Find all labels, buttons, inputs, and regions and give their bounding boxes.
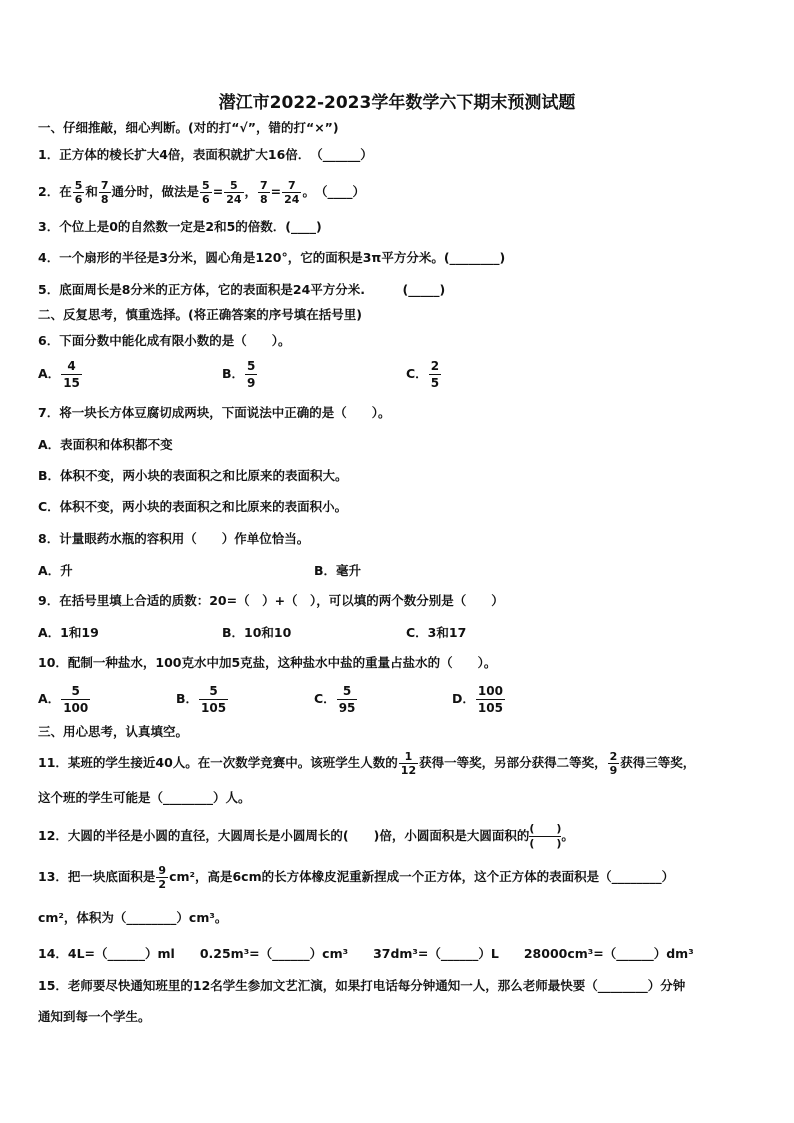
question-14: 14．4L=（______）ml 0.25m³=（______）cm³ 37dm³=（______）L 28000cm³=（______）dm³ (38, 946, 694, 961)
q2-text: 。 （____） (302, 184, 365, 199)
fraction (61, 683, 90, 716)
denominator: 6 (74, 193, 83, 206)
section-heading-2: 二、反复思考，慎重选择。(将正确答案的序号填在括号里) (38, 307, 362, 322)
section-heading-1: 一、仔细推敲，细心判断。(对的打“√”，错的打“×”) (38, 120, 339, 135)
denominator: 9 (609, 764, 618, 777)
numerator: 100 (477, 684, 503, 698)
fraction (476, 683, 505, 716)
page-title: 潜江市2022-2023学年数学六下期末预测试题 (218, 93, 576, 113)
question-3: 3．个位上是0的自然数一定是2和5的倍数．(____) (38, 219, 322, 234)
question-12 (38, 822, 574, 851)
q13-text: ，高是6cm的长方体橡皮泥重新捏成一个正方体，这个正方体的表面积是（________） (194, 869, 675, 884)
question-5: 5．底面周长是8分米的正方体，它的表面积是24平方分米. (_____) (38, 282, 446, 297)
option-6a (38, 358, 83, 391)
numerator: 5 (247, 359, 256, 373)
numerator: 7 (100, 179, 109, 192)
question-9: 9．在括号里填上合适的质数：20=（ ）+（ ），可以填的两个数分别是（ ） (38, 593, 504, 608)
option-9c: C．3和17 (406, 625, 467, 640)
numerator: 9 (158, 864, 167, 877)
fraction (399, 750, 418, 777)
option-7c: C．体积不变，两小块的表面积之和比原来的表面积小。 (38, 499, 348, 514)
option-7b: B．体积不变，两小块的表面积之和比原来的表面积大。 (38, 468, 348, 483)
fraction (99, 179, 111, 206)
question-13 (38, 864, 674, 891)
question-1: 1．正方体的棱长扩大4倍，表面积就扩大16倍． （______） (38, 147, 373, 162)
q2-prefix: 2．在 (38, 184, 72, 199)
q13-text: 13．把一块底面积是 (38, 869, 156, 884)
option-10c (314, 683, 358, 716)
option-9a: A．1和19 (38, 625, 99, 640)
section-heading-3: 三、用心思考，认真填空。 (38, 724, 189, 739)
option-label: D． (452, 691, 475, 706)
fraction (199, 683, 228, 716)
denominator: 8 (100, 193, 109, 206)
numerator: 5 (74, 179, 83, 192)
numerator: 5 (209, 684, 218, 698)
q11-text: 获得三等奖， (620, 755, 696, 770)
fraction (200, 179, 212, 206)
option-8a: A．升 (38, 563, 73, 578)
numerator: 5 (71, 684, 80, 698)
numerator: 2 (609, 750, 618, 763)
denominator: 24 (284, 193, 300, 206)
fraction (608, 750, 620, 777)
fraction (73, 179, 85, 206)
q2-text: 通分时，做法是 (111, 184, 200, 199)
question-15-line2: 通知到每一个学生。 (38, 1009, 151, 1024)
unit: cm² (169, 869, 195, 884)
q11-text: 获得一等奖，另部分获得二等奖， (419, 755, 607, 770)
denominator: 2 (158, 878, 167, 891)
numerator: 1 (404, 750, 413, 763)
option-10a (38, 683, 91, 716)
q11-text: 11．某班的学生接近40人。在一次数学竞赛中。该班学生人数的 (38, 755, 398, 770)
denominator: 24 (226, 193, 242, 206)
fraction (429, 358, 441, 391)
option-7a: A．表面积和体积都不变 (38, 437, 173, 452)
question-15: 15．老师要尽快通知班里的12名学生参加文艺汇演，如果打电话每分钟通知一人，那么老师最快要（________）分钟 (38, 978, 686, 993)
blank-fraction (529, 822, 561, 851)
option-label: B． (176, 691, 199, 706)
numerator: 7 (260, 179, 268, 192)
q12-text: 。 (561, 828, 574, 843)
denominator-blank: ( ) (529, 837, 562, 850)
question-13-line2: cm²，体积为（________）cm³。 (38, 910, 228, 925)
numerator: 5 (202, 179, 210, 192)
denominator: 6 (202, 193, 210, 206)
option-label: C． (406, 366, 428, 381)
denominator: 105 (201, 701, 227, 715)
option-label: B． (222, 366, 245, 381)
denominator: 12 (400, 764, 417, 777)
fraction (258, 179, 270, 206)
numerator: 2 (430, 359, 440, 373)
numerator: 7 (287, 179, 296, 192)
equals-sign: = (212, 184, 224, 199)
question-7: 7．将一块长方体豆腐切成两块，下面说法中正确的是（ ）。 (38, 405, 391, 420)
option-10d (452, 683, 506, 716)
question-6: 6．下面分数中能化成有限小数的是（ ）。 (38, 333, 291, 348)
option-8b: B．毫升 (314, 563, 362, 578)
numerator-blank: ( ) (529, 822, 562, 835)
question-11-line2: 这个班的学生可能是（________）人。 (38, 790, 251, 805)
fraction (61, 358, 82, 391)
option-label: A． (38, 691, 61, 706)
fraction (224, 179, 243, 206)
fraction (282, 179, 301, 206)
denominator: 15 (63, 376, 80, 390)
fraction (337, 683, 358, 716)
option-6b (222, 358, 258, 391)
question-2 (38, 179, 365, 206)
question-11 (38, 750, 695, 777)
fraction (245, 358, 257, 391)
equals-sign: = (270, 184, 282, 199)
denominator: 105 (477, 701, 503, 715)
option-10b (176, 683, 229, 716)
denominator: 9 (247, 376, 256, 390)
denominator: 8 (260, 193, 268, 206)
numerator: 5 (230, 179, 238, 192)
question-8: 8．计量眼药水瓶的容积用（ ）作单位恰当。 (38, 531, 310, 546)
q12-text: 12．大圆的半径是小圆的直径，大圆周长是小圆周长的( )倍，小圆面积是大圆面积的 (38, 828, 530, 843)
denominator: 100 (63, 701, 89, 715)
fraction (156, 864, 168, 891)
question-4: 4．一个扇形的半径是3分米，圆心角是120°，它的面积是3π平方分米。(________) (38, 250, 506, 265)
option-9b: B．10和10 (222, 625, 292, 640)
option-label: C． (314, 691, 336, 706)
numerator: 5 (342, 684, 352, 698)
q2-text: ， (244, 184, 258, 199)
numerator: 4 (67, 359, 76, 373)
q2-text: 和 (85, 184, 98, 199)
question-10: 10．配制一种盐水，100克水中加5克盐，这种盐水中盐的重量占盐水的（ ）。 (38, 655, 497, 670)
denominator: 95 (338, 701, 356, 715)
option-6c (406, 358, 442, 391)
option-label: A． (38, 366, 61, 381)
denominator: 5 (430, 376, 440, 390)
